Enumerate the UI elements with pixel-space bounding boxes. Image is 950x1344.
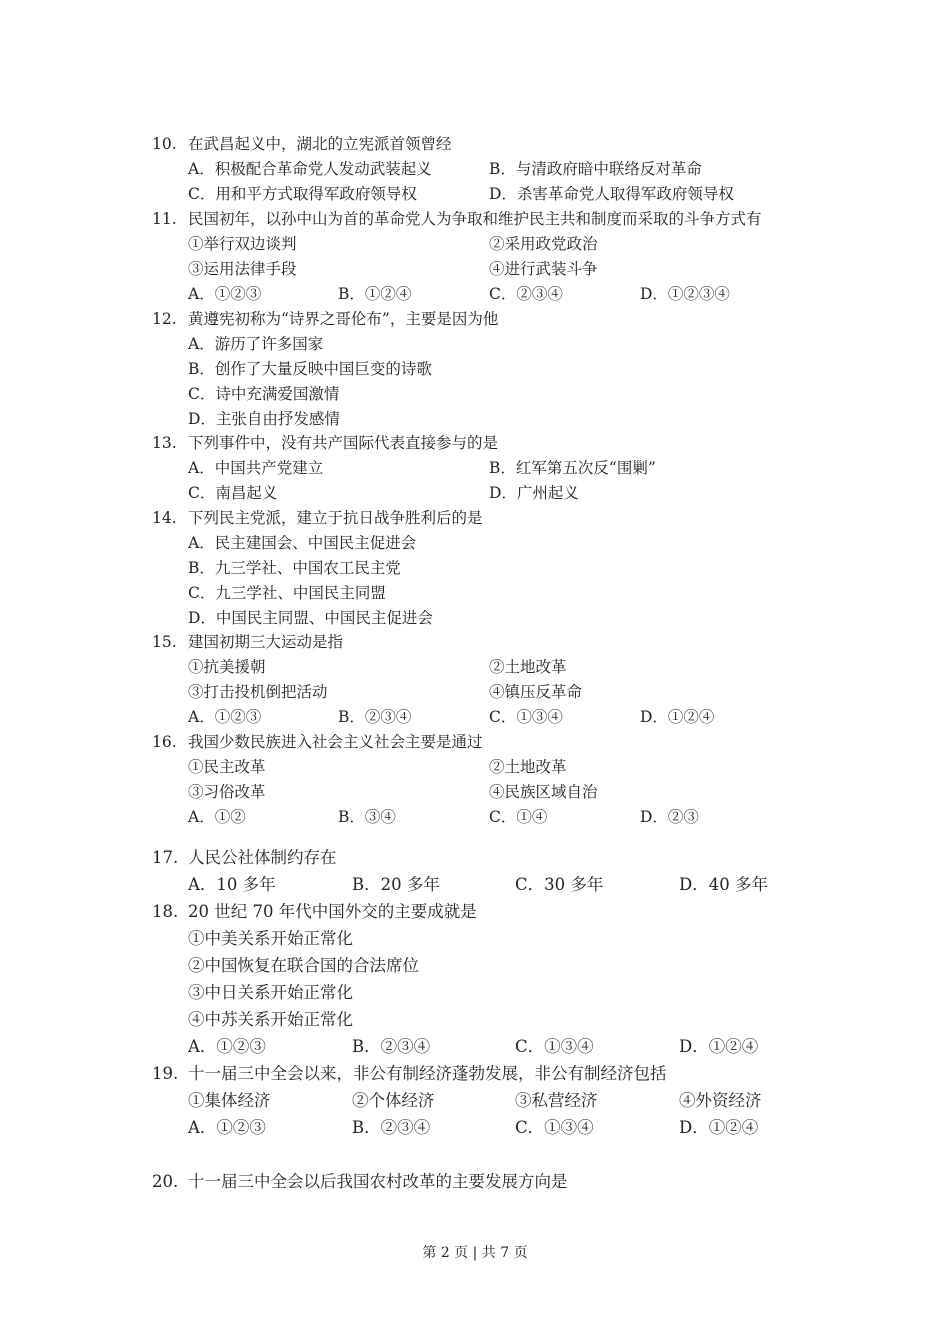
question-13: [152, 433, 498, 453]
item-2: ②土地改革: [489, 658, 567, 676]
item-1: ①中美关系开始正常化: [188, 929, 353, 948]
option-d: D．中国民主同盟、中国民主促进会: [188, 609, 433, 627]
item-1: ①集体经济: [188, 1091, 271, 1110]
option-b: B．①②④: [338, 285, 412, 303]
item-4: ④外资经济: [679, 1091, 762, 1110]
item-3: ③私营经济: [515, 1091, 598, 1110]
question-11: [152, 209, 762, 229]
question-number: 16.: [152, 733, 177, 751]
page-footer: 第 2 页 | 共 7 页: [422, 1245, 528, 1261]
question-number: 15.: [152, 633, 177, 651]
item-4: ④中苏关系开始正常化: [188, 1010, 353, 1029]
question-10: [152, 134, 452, 154]
question-stem: 十一届三中全会以后我国农村改革的主要发展方向是: [188, 1172, 568, 1191]
question-number: 20.: [152, 1172, 179, 1191]
option-c: C．九三学社、中国民主同盟: [188, 584, 386, 602]
question-stem: 十一届三中全会以来，非公有制经济蓬勃发展，非公有制经济包括: [188, 1064, 667, 1083]
item-3: ③中日关系开始正常化: [188, 983, 353, 1002]
option-a: A．中国共产党建立: [188, 459, 324, 477]
item-3: ③习俗改革: [188, 783, 266, 801]
option-d: D．②③: [640, 808, 699, 826]
option-c: C．①③④: [489, 708, 563, 726]
item-4: ④镇压反革命: [489, 683, 583, 701]
option-a: A．①②: [188, 808, 246, 826]
item-2: ②采用政党政治: [489, 235, 598, 253]
option-a: A．10 多年: [188, 875, 276, 894]
option-b: B．②③④: [352, 1118, 431, 1137]
question-stem: 下列民主党派，建立于抗日战争胜利后的是: [188, 509, 483, 527]
question-number: 10.: [152, 135, 177, 153]
option-c: C．30 多年: [515, 875, 604, 894]
question-18: [152, 902, 477, 922]
option-b: B．②③④: [338, 708, 412, 726]
question-stem: 人民公社体制约存在: [188, 848, 337, 867]
question-number: 14.: [152, 509, 177, 527]
question-14: [152, 508, 483, 528]
question-19: [152, 1064, 667, 1084]
option-a: A．①②③: [188, 708, 262, 726]
item-1: ①抗美援朝: [188, 658, 266, 676]
option-a: A．游历了许多国家: [188, 335, 324, 353]
question-stem: 黄遵宪初称为“诗界之哥伦布”，主要是因为他: [188, 310, 499, 328]
question-stem: 下列事件中，没有共产国际代表直接参与的是: [188, 434, 499, 452]
option-d: D．40 多年: [679, 875, 768, 894]
question-number: 17.: [152, 848, 179, 867]
option-c: C．①④: [489, 808, 548, 826]
item-4: ④进行武装斗争: [489, 260, 598, 278]
question-stem: 建国初期三大运动是指: [188, 633, 344, 651]
option-d: D．①②④: [640, 708, 715, 726]
option-d: D．①②③④: [640, 285, 730, 303]
question-number: 19.: [152, 1064, 179, 1083]
option-b: B．②③④: [352, 1037, 431, 1056]
option-b: B．九三学社、中国农工民主党: [188, 559, 401, 577]
question-20: [152, 1172, 568, 1192]
option-c: C．用和平方式取得军政府领导权: [188, 185, 417, 203]
question-number: 18.: [152, 902, 179, 921]
option-c: C．①③④: [515, 1037, 594, 1056]
option-a: A．积极配合革命党人发动武装起义: [188, 160, 432, 178]
option-b: B．与清政府暗中联络反对革命: [489, 160, 702, 178]
option-d: D．杀害革命党人取得军政府领导权: [489, 185, 734, 203]
option-a: A．①②③: [188, 1037, 266, 1056]
item-4: ④民族区域自治: [489, 783, 598, 801]
question-number: 11.: [152, 210, 177, 228]
question-16: [152, 732, 483, 752]
option-b: B．20 多年: [352, 875, 440, 894]
question-stem: 在武昌起义中，湖北的立宪派首领曾经: [188, 135, 452, 153]
item-2: ②个体经济: [352, 1091, 435, 1110]
question-17: [152, 848, 337, 868]
option-d: D．①②④: [679, 1037, 759, 1056]
option-d: D．广州起义: [489, 484, 579, 502]
option-c: C．②③④: [489, 285, 563, 303]
item-2: ②土地改革: [489, 758, 567, 776]
item-3: ③打击投机倒把活动: [188, 683, 328, 701]
question-number: 12.: [152, 310, 177, 328]
question-15: [152, 632, 343, 652]
option-b: B．创作了大量反映中国巨变的诗歌: [188, 360, 432, 378]
option-c: C．①③④: [515, 1118, 594, 1137]
question-12: [152, 309, 498, 329]
item-2: ②中国恢复在联合国的合法席位: [188, 956, 419, 975]
option-d: D．①②④: [679, 1118, 759, 1137]
option-c: C．诗中充满爱国激情: [188, 385, 340, 403]
option-a: A．①②③: [188, 1118, 266, 1137]
question-stem: 民国初年，以孙中山为首的革命党人为争取和维护民主共和制度而采取的斗争方式有: [188, 210, 762, 228]
option-b: B．红军第五次反“围剿”: [489, 459, 656, 477]
item-1: ①民主改革: [188, 758, 266, 776]
question-stem: 20 世纪 70 年代中国外交的主要成就是: [188, 902, 477, 921]
question-number: 13.: [152, 434, 177, 452]
option-d: D．主张自由抒发感情: [188, 410, 340, 428]
option-a: A．①②③: [188, 285, 262, 303]
option-b: B．③④: [338, 808, 396, 826]
question-stem: 我国少数民族进入社会主义社会主要是通过: [188, 733, 483, 751]
option-a: A．民主建国会、中国民主促进会: [188, 534, 417, 552]
item-3: ③运用法律手段: [188, 260, 297, 278]
item-1: ①举行双边谈判: [188, 235, 297, 253]
option-c: C．南昌起义: [188, 484, 278, 502]
